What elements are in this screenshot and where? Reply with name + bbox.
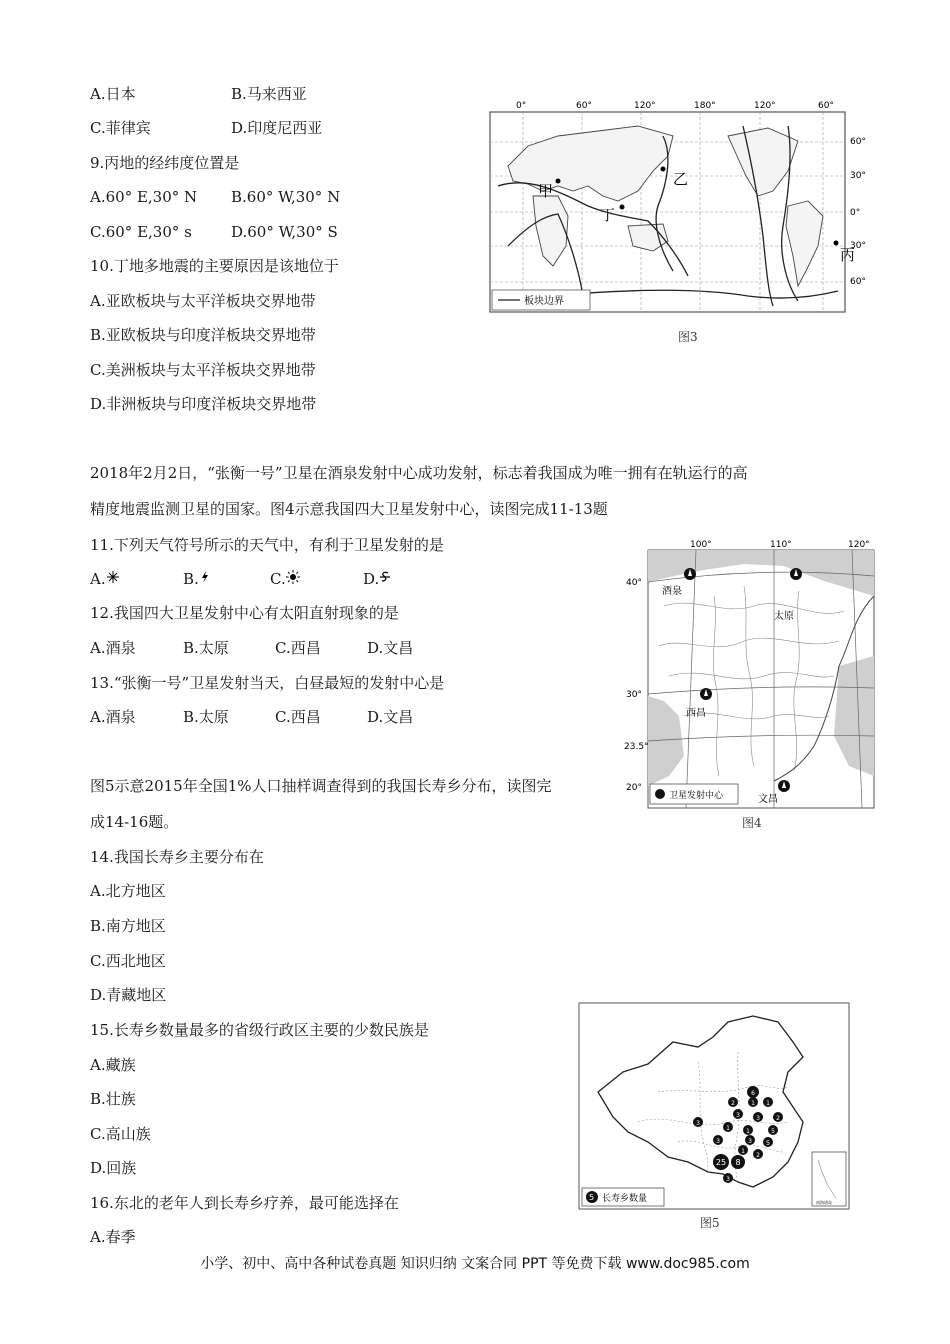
fig3-label-yi: 乙	[673, 170, 689, 188]
q13-option-c: C.西昌	[275, 708, 321, 726]
fig5-count-label: 3	[726, 1176, 730, 1183]
q9-option-d: D.60° W,30° S	[231, 223, 338, 241]
q10-stem: 10.丁地多地震的主要原因是该地位于	[90, 257, 339, 275]
q8-option-a: A.日本	[90, 85, 136, 103]
q9-stem: 9.丙地的经纬度位置是	[90, 154, 240, 172]
snow-symbol-icon	[106, 570, 120, 584]
q14-option-c: C.西北地区	[90, 952, 166, 970]
fig5-count-label: 3	[736, 1112, 740, 1119]
fig4-site-wenchang: 文昌	[758, 794, 778, 805]
q14-option-d: D.青藏地区	[90, 986, 167, 1004]
intro-14-16-line2: 成14-16题。	[90, 813, 179, 831]
q15-stem: 15.长寿乡数量最多的省级行政区主要的少数民族是	[90, 1021, 429, 1039]
figure-5-caption: 图5	[700, 1216, 720, 1230]
intro-11-13-line1: 2018年2月2日，“张衡一号”卫星在酒泉发射中心成功发射，标志着我国成为唯一拥有在轨运行的高	[90, 464, 748, 482]
q11-option-c: C.	[270, 569, 300, 589]
page-footer: 小学、初中、高中各种试卷真题 知识归纳 文案合同 PPT 等免费下载 www.doc985.com	[200, 1256, 750, 1272]
figure-4-caption: 图4	[742, 816, 762, 830]
fig3-lat-label: 60°	[850, 137, 866, 147]
q15-option-c: C.高山族	[90, 1125, 151, 1143]
intro-14-16-line1: 图5示意2015年全国1%人口抽样调查得到的我国长寿乡分布，读图完	[90, 777, 552, 795]
q12-option-d: D.文昌	[367, 639, 414, 657]
figure-3-plate-map	[488, 96, 873, 318]
q12-option-b: B.太原	[183, 639, 229, 657]
q13-stem: 13.“张衡一号”卫星发射当天，白昼最短的发射中心是	[90, 674, 445, 692]
fig3-label-ding: 丁	[600, 206, 616, 224]
fig5-count-label: 5	[766, 1140, 770, 1147]
fig3-lat-label: 60°	[850, 277, 866, 287]
q8-option-d: D.印度尼西亚	[231, 119, 323, 137]
fig5-count-label: 1	[726, 1125, 730, 1132]
fig3-lat-label: 30°	[850, 171, 866, 181]
q10-option-c: C.美洲板块与太平洋板块交界地带	[90, 361, 316, 379]
q14-option-a: A.北方地区	[90, 882, 166, 900]
fig3-lon-label: 60°	[818, 101, 834, 111]
sandstorm-symbol-icon	[379, 570, 391, 584]
q9-option-b: B.60° W,30° N	[231, 188, 341, 206]
q15-option-a: A.藏族	[90, 1056, 136, 1074]
q12-option-a: A.酒泉	[90, 639, 136, 657]
q8-option-b: B.马来西亚	[231, 85, 307, 103]
q9-option-a: A.60° E,30° N	[90, 188, 198, 206]
fig4-lon-label: 120°	[848, 540, 870, 550]
fig5-count-label: 6	[751, 1090, 755, 1097]
figure-5-longevity-map	[578, 1002, 850, 1210]
q14-stem: 14.我国长寿乡主要分布在	[90, 848, 264, 866]
fig3-lat-label: 0°	[850, 208, 861, 218]
fig5-count-label: 2	[731, 1100, 735, 1107]
fig5-count-label: 25	[715, 1158, 727, 1167]
figure-4-launch-map	[624, 536, 876, 812]
q11-stem: 11.下列天气符号所示的天气中，有利于卫星发射的是	[90, 536, 444, 554]
fig4-legend-label: 卫星发射中心	[669, 791, 724, 801]
q11-option-a: A.	[90, 569, 120, 589]
fig3-lon-label: 60°	[576, 101, 592, 111]
fig5-inset-label: 南海诸岛	[816, 1200, 832, 1205]
fig3-lon-label: 0°	[516, 101, 527, 111]
fig5-count-label: 1	[766, 1100, 770, 1107]
q16-stem: 16.东北的老年人到长寿乡疗养，最可能选择在	[90, 1194, 399, 1212]
q16-option-a: A.春季	[90, 1228, 136, 1246]
q10-option-a: A.亚欧板块与太平洋板块交界地带	[90, 292, 316, 310]
fig5-count-label: 2	[776, 1115, 780, 1122]
fig5-count-label: 8	[735, 1158, 741, 1167]
fig3-lat-label: 30°	[850, 241, 866, 251]
q11-option-b: B.	[183, 569, 211, 589]
q10-option-d: D.非洲板块与印度洋板块交界地带	[90, 395, 317, 413]
fig5-count-label: 3	[696, 1120, 700, 1127]
figure-3-caption: 图3	[678, 330, 698, 344]
q13-option-d: D.文昌	[367, 708, 414, 726]
fig3-label-bing: 丙	[840, 246, 856, 264]
fig3-lon-label: 120°	[754, 101, 776, 111]
q12-option-c: C.西昌	[275, 639, 321, 657]
q12-stem: 12.我国四大卫星发射中心有太阳直射现象的是	[90, 604, 399, 622]
fig5-count-label: 1	[741, 1148, 745, 1155]
fig4-site-taiyuan: 太原	[774, 611, 794, 622]
fig5-legend-label: 长寿乡数量	[602, 1194, 648, 1204]
q15-option-b: B.壮族	[90, 1090, 136, 1108]
intro-11-13-line2: 精度地震监测卫星的国家。图4示意我国四大卫星发射中心，读图完成11-13题	[90, 500, 608, 518]
q8-option-c: C.菲律宾	[90, 119, 151, 137]
fig5-count-label: 3	[756, 1115, 760, 1122]
fig3-lon-label: 180°	[694, 101, 716, 111]
fig5-legend-number: 5	[589, 1193, 595, 1202]
fig5-count-label: 5	[771, 1128, 775, 1135]
fig4-lon-label: 110°	[770, 540, 792, 550]
fig3-legend-label: 板块边界	[524, 296, 564, 307]
fig4-lat-label: 30°	[626, 690, 642, 700]
fig4-lat-label: 40°	[626, 578, 642, 588]
fig4-lat-label: 23.5°	[624, 742, 649, 752]
q10-option-b: B.亚欧板块与印度洋板块交界地带	[90, 326, 316, 344]
q14-option-b: B.南方地区	[90, 917, 166, 935]
lightning-symbol-icon	[199, 570, 211, 584]
fig5-count-label: 2	[756, 1152, 760, 1159]
fig3-lon-label: 120°	[634, 101, 656, 111]
q13-option-b: B.太原	[183, 708, 229, 726]
q11-option-d: D.	[363, 569, 391, 589]
fig5-count-label: 3	[748, 1138, 752, 1145]
q9-option-c: C.60° E,30° s	[90, 223, 192, 241]
fig3-label-jia: 甲	[538, 182, 554, 200]
fig4-lat-label: 20°	[626, 783, 642, 793]
q13-option-a: A.酒泉	[90, 708, 136, 726]
fig5-count-label: 1	[746, 1128, 750, 1135]
sunny-symbol-icon	[286, 570, 300, 584]
fig4-lon-label: 100°	[690, 540, 712, 550]
q15-option-d: D.回族	[90, 1159, 137, 1177]
fig4-site-jiuquan: 酒泉	[662, 586, 682, 597]
fig5-count-label: 1	[751, 1100, 755, 1107]
fig4-site-xichang: 西昌	[686, 708, 706, 719]
fig5-count-label: 3	[716, 1138, 720, 1145]
